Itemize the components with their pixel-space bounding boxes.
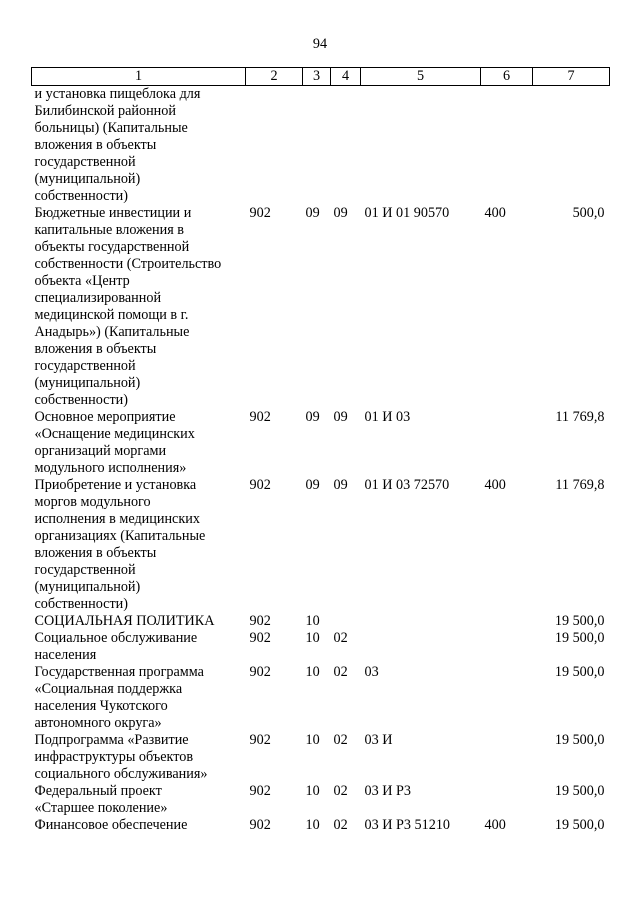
row-name-line: собственности) — [34, 596, 128, 612]
row-expense-type: 400 — [484, 477, 506, 493]
row-name-line: (муниципальной) — [34, 171, 141, 187]
page-number: 94 — [312, 36, 328, 52]
table-row — [32, 86, 610, 206]
row-amount: 19 500,0 — [554, 630, 605, 646]
row-amount: 11 769,8 — [555, 477, 605, 493]
row-name-line: вложения в объекты — [34, 545, 157, 561]
row-name-line: специализированной — [34, 290, 162, 306]
row-admin-code: 902 — [249, 732, 271, 748]
row-expense-type: 400 — [484, 817, 506, 833]
row-section: 10 — [305, 630, 320, 646]
row-admin-code: 902 — [249, 205, 271, 221]
row-amount: 500,0 — [572, 205, 605, 221]
table-row — [32, 409, 610, 477]
row-name-line: исполнения в медицинских — [34, 511, 200, 527]
row-name-line: организациях (Капитальные — [34, 528, 206, 544]
row-name-cell — [32, 664, 246, 732]
row-name-cell — [32, 205, 246, 409]
table-row — [32, 817, 610, 834]
table-row — [32, 732, 610, 783]
row-name-line: автономного округа» — [34, 715, 162, 731]
row-name-line: «Старшее поколение» — [34, 800, 168, 816]
header-col-7: 7 — [533, 68, 610, 86]
row-name-line: вложения в объекты — [34, 137, 157, 153]
table-header-row — [32, 68, 610, 86]
row-target-article: 03 И Р3 51210 — [364, 817, 451, 833]
row-name-line: инфраструктуры объектов — [34, 749, 194, 765]
header-col-3: 3 — [303, 68, 331, 86]
row-admin-code: 902 — [249, 613, 271, 629]
row-name-line: вложения в объекты — [34, 341, 157, 357]
row-expense-type: 400 — [484, 205, 506, 221]
row-section: 10 — [305, 664, 320, 680]
row-subsection: 02 — [333, 732, 348, 748]
row-amount: 19 500,0 — [554, 783, 605, 799]
row-name-line: собственности) — [34, 188, 128, 204]
row-name-line: и установка пищеблока для — [34, 86, 201, 102]
row-name-line: собственности) — [34, 392, 128, 408]
row-target-article: 03 И — [364, 732, 393, 748]
row-target-article: 01 И 01 90570 — [364, 205, 450, 221]
row-name-line: государственной — [34, 358, 136, 374]
row-name-line: капитальные вложения в — [34, 222, 184, 238]
header-col-2: 2 — [246, 68, 303, 86]
row-subsection: 09 — [333, 205, 348, 221]
row-name-line: модульного исполнения» — [34, 460, 187, 476]
row-subsection: 02 — [333, 817, 348, 833]
row-subsection — [331, 86, 361, 206]
row-expense-type — [481, 86, 533, 206]
row-section: 09 — [305, 205, 320, 221]
row-name-line: «Оснащение медицинских — [34, 426, 195, 442]
row-subsection: 09 — [333, 409, 348, 425]
row-name-line: СОЦИАЛЬНАЯ ПОЛИТИКА — [34, 613, 215, 629]
row-name-line: Подпрограмма «Развитие — [34, 732, 189, 748]
row-target-article: 01 И 03 — [364, 409, 411, 425]
row-section: 09 — [305, 409, 320, 425]
row-name-cell — [32, 817, 246, 834]
table-row — [32, 783, 610, 817]
row-name-line: Бюджетные инвестиции и — [34, 205, 192, 221]
row-subsection — [331, 613, 361, 630]
row-target-article: 01 И 03 72570 — [364, 477, 450, 493]
row-admin-code: 902 — [249, 817, 271, 833]
row-amount: 19 500,0 — [554, 664, 605, 680]
row-name-cell — [32, 732, 246, 783]
row-subsection: 02 — [333, 783, 348, 799]
row-name-cell — [32, 409, 246, 477]
row-target-article — [361, 613, 481, 630]
row-admin-code: 902 — [249, 664, 271, 680]
row-name-line: государственной — [34, 562, 136, 578]
row-name-line: больницы) (Капитальные — [34, 120, 188, 136]
row-name-cell — [32, 630, 246, 664]
table-row — [32, 613, 610, 630]
row-section: 10 — [305, 817, 320, 833]
row-name-line: Анадырь») (Капитальные — [34, 324, 190, 340]
row-expense-type — [481, 630, 533, 664]
header-col-6: 6 — [481, 68, 533, 86]
row-target-article: 03 — [364, 664, 379, 680]
row-admin-code — [246, 86, 303, 206]
table-row — [32, 630, 610, 664]
row-section — [303, 86, 331, 206]
row-name-line: социального обслуживания» — [34, 766, 208, 782]
row-name-line: организаций моргами — [34, 443, 167, 459]
row-name-line: моргов модульного — [34, 494, 151, 510]
row-section: 10 — [305, 783, 320, 799]
row-target-article: 03 И Р3 — [364, 783, 412, 799]
row-name-line: (муниципальной) — [34, 375, 141, 391]
row-amount: 19 500,0 — [554, 817, 605, 833]
row-name-line: собственности (Строительство — [34, 256, 222, 272]
row-name-line: населения — [34, 647, 97, 663]
row-section: 10 — [305, 613, 320, 629]
row-amount: 11 769,8 — [555, 409, 605, 425]
row-name-cell — [32, 783, 246, 817]
row-name-line: Финансовое обеспечение — [34, 817, 188, 833]
row-admin-code: 902 — [249, 409, 271, 425]
row-name-cell — [32, 86, 246, 206]
row-name-cell — [32, 477, 246, 613]
row-amount: 19 500,0 — [554, 732, 605, 748]
row-expense-type — [481, 409, 533, 477]
row-amount — [533, 86, 610, 206]
row-name-line: (муниципальной) — [34, 579, 141, 595]
row-subsection: 02 — [333, 664, 348, 680]
row-expense-type — [481, 783, 533, 817]
row-name-line: Федеральный проект — [34, 783, 162, 799]
row-subsection: 09 — [333, 477, 348, 493]
row-name-cell — [32, 613, 246, 630]
row-name-line: Основное мероприятие — [34, 409, 176, 425]
row-name-line: Социальное обслуживание — [34, 630, 198, 646]
row-name-line: объекта «Центр — [34, 273, 130, 289]
row-name-line: «Социальная поддержка — [34, 681, 183, 697]
row-admin-code: 902 — [249, 783, 271, 799]
row-name-line: объекты государственной — [34, 239, 190, 255]
row-target-article — [361, 630, 481, 664]
row-name-line: Билибинской районной — [34, 103, 176, 119]
row-name-line: Государственная программа — [34, 664, 204, 680]
table-row — [32, 477, 610, 613]
row-expense-type — [481, 664, 533, 732]
row-name-line: населения Чукотского — [34, 698, 168, 714]
row-expense-type — [481, 613, 533, 630]
row-section: 10 — [305, 732, 320, 748]
row-name-line: медицинской помощи в г. — [34, 307, 189, 323]
row-name-line: Приобретение и установка — [34, 477, 197, 493]
budget-table — [31, 67, 610, 834]
header-col-4: 4 — [331, 68, 361, 86]
table-row — [32, 205, 610, 409]
row-amount: 19 500,0 — [554, 613, 605, 629]
row-section: 09 — [305, 477, 320, 493]
table-row — [32, 664, 610, 732]
row-expense-type — [481, 732, 533, 783]
header-col-1: 1 — [32, 68, 246, 86]
row-admin-code: 902 — [249, 630, 271, 646]
row-subsection: 02 — [333, 630, 348, 646]
row-name-line: государственной — [34, 154, 136, 170]
header-col-5: 5 — [361, 68, 481, 86]
row-admin-code: 902 — [249, 477, 271, 493]
row-target-article — [361, 86, 481, 206]
